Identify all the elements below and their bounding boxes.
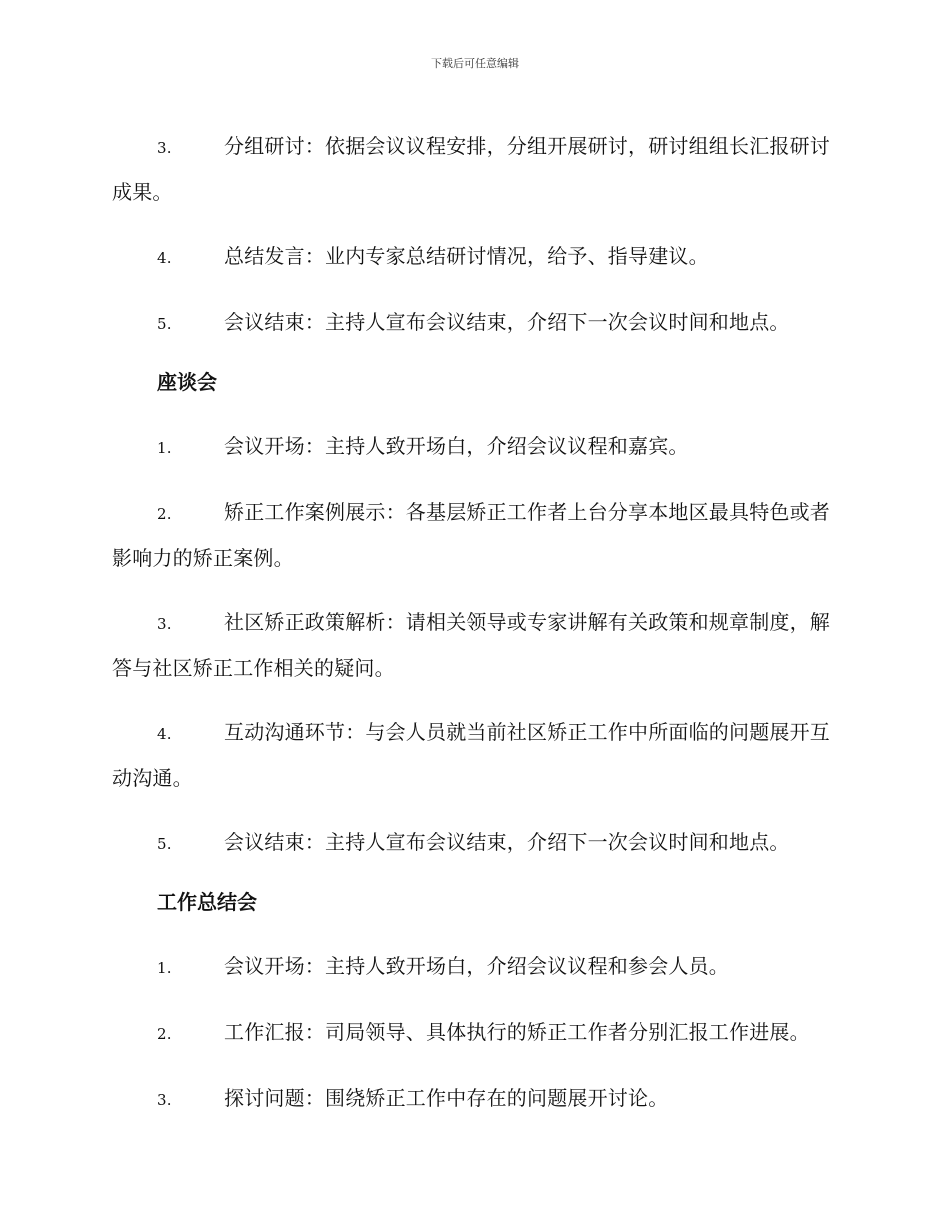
item-text: 总结发言：业内专家总结研讨情况，给予、指导建议。: [224, 244, 709, 268]
item-number: 3.: [157, 139, 172, 157]
list-item: [112, 1076, 838, 1122]
page-header-note: 下载后可任意编辑: [431, 57, 519, 70]
item-text: 会议结束：主持人宣布会议结束，介绍下一次会议时间和地点。: [224, 830, 790, 854]
list-item: [112, 820, 838, 866]
item-number: 2.: [157, 505, 172, 523]
section-heading: 座谈会: [157, 370, 217, 394]
list-item: [112, 710, 838, 800]
item-text: 矫正工作案例展示：各基层矫正工作者上台分享本地区最具特色或者影响力的矫正案例。: [112, 500, 830, 570]
item-number: 5.: [157, 835, 172, 853]
item-number: 5.: [157, 315, 172, 333]
item-text: 会议开场：主持人致开场白，介绍会议议程和参会人员。: [224, 954, 729, 978]
item-number: 1.: [157, 959, 172, 977]
item-text: 互动沟通环节：与会人员就当前社区矫正工作中所面临的问题展开互动沟通。: [112, 720, 830, 790]
document-body: [112, 104, 838, 1136]
list-item: [112, 300, 838, 346]
list-item: [112, 490, 838, 580]
item-number: 3.: [157, 615, 172, 633]
list-item: [112, 944, 838, 990]
item-text: 工作汇报：司局领导、具体执行的矫正工作者分别汇报工作进展。: [224, 1020, 810, 1044]
list-item: [112, 424, 838, 470]
item-number: 3.: [157, 1091, 172, 1109]
list-item: [112, 124, 838, 214]
list-item: [112, 600, 838, 690]
list-item: [112, 1010, 838, 1056]
section-heading: 工作总结会: [157, 890, 257, 914]
item-number: 1.: [157, 439, 172, 457]
item-text: 社区矫正政策解析：请相关领导或专家讲解有关政策和规章制度，解答与社区矫正工作相关的疑问。: [112, 610, 830, 680]
item-number: 4.: [157, 249, 172, 267]
item-text: 会议开场：主持人致开场白，介绍会议议程和嘉宾。: [224, 434, 689, 458]
list-item: [112, 234, 838, 280]
item-text: 探讨问题：围绕矫正工作中存在的问题展开讨论。: [224, 1086, 669, 1110]
item-number: 4.: [157, 725, 172, 743]
item-number: 2.: [157, 1025, 172, 1043]
item-text: 会议结束：主持人宣布会议结束，介绍下一次会议时间和地点。: [224, 310, 790, 334]
item-text: 分组研讨：依据会议议程安排，分组开展研讨，研讨组组长汇报研讨成果。: [112, 134, 830, 204]
